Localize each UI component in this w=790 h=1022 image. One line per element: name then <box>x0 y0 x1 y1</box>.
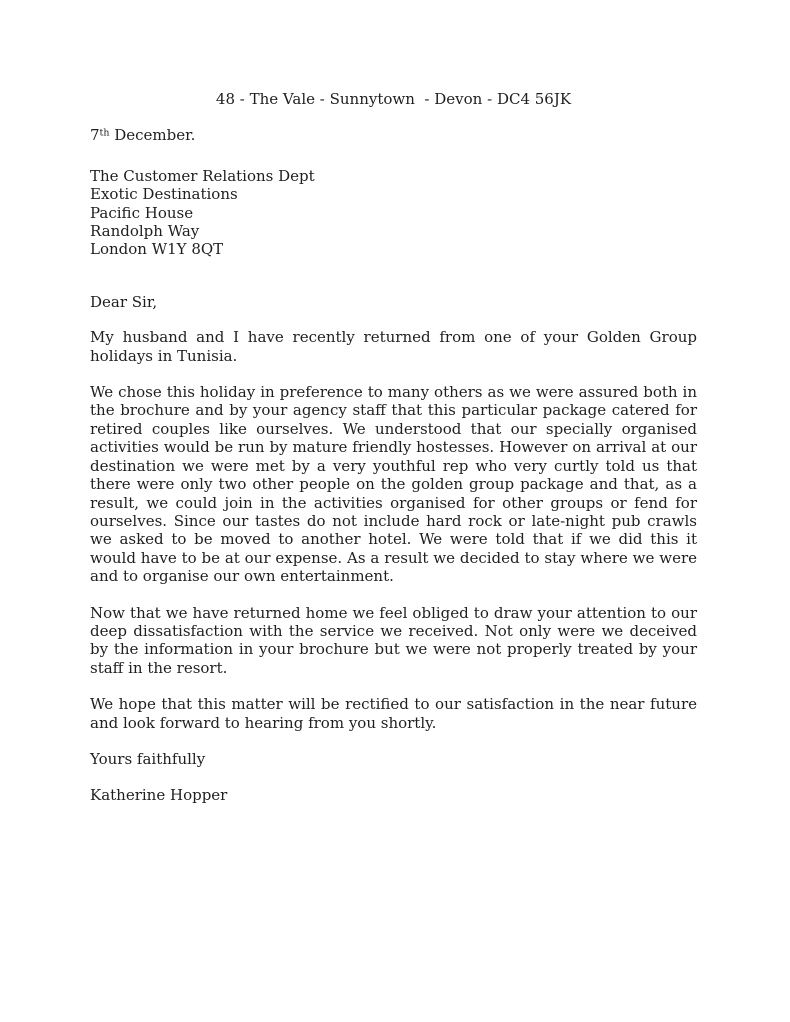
salutation: Dear Sir, <box>90 292 158 311</box>
signature-name: Katherine Hopper <box>90 786 228 805</box>
date-ordinal-suffix: th <box>99 127 110 139</box>
body-paragraph: Now that we have returned home we feel obliged to draw your attention to our deep dissatisfaction with the service we received. Not only were we deceived by the information in your brochure but we were not properly treated by your staff in the resort. <box>90 603 697 677</box>
body-paragraph: We hope that this matter will be rectified to our satisfaction in the near future and look forward to hearing from you shortly. <box>90 695 697 732</box>
recipient-address-block <box>90 167 697 259</box>
recipient-address-line: The Customer Relations Dept <box>90 166 315 185</box>
date-day: 7 <box>90 126 100 145</box>
closing-phrase: Yours faithfully <box>90 749 206 768</box>
body-paragraph: We chose this holiday in preference to many others as we were assured both in the brochure and by your agency staff that this particular package catered for retired couples like ourselves. We understood that our specially organised activities would be run by mature friendly hostesses. However on arrival at our destination we were met by a very youthful rep who very curtly told us that there were only two other people on the golden group package and that, as a result, we could join in the activities organised for other groups or fend for ourselves. Since our tastes do not include hard rock or late-night pub crawls we asked to be moved to another hotel. We were told that if we did this it would have to be at our expense. As a result we decided to stay where we were and to organise our own entertainment. <box>90 383 697 586</box>
recipient-address-line: London W1Y 8QT <box>90 240 224 259</box>
body-paragraph: My husband and I have recently returned from one of your Golden Group holidays in Tunisia. <box>90 328 697 365</box>
recipient-address-line: Exotic Destinations <box>90 185 238 204</box>
date-month: December. <box>109 126 196 145</box>
recipient-address-line: Randolph Way <box>90 222 200 241</box>
sender-address: 48 - The Vale - Sunnytown - Devon - DC4 56JK <box>215 90 572 108</box>
date-line <box>90 126 697 144</box>
recipient-address-line: Pacific House <box>90 203 194 222</box>
